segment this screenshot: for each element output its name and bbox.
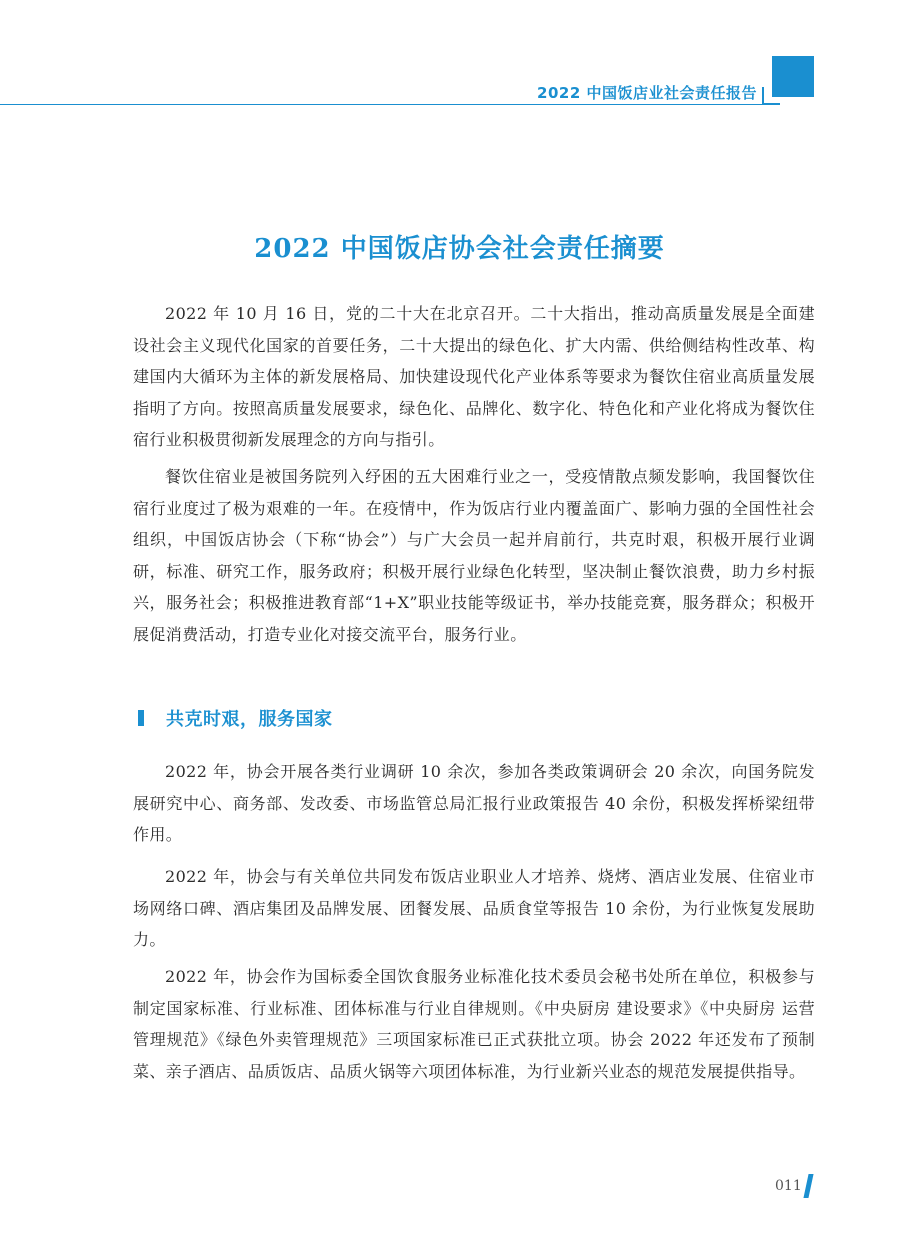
intro-paragraph-2: 餐饮住宿业是被国务院列入纾困的五大困难行业之一，受疫情散点频发影响，我国餐饮住宿行业度过了极为艰难的一年。在疫情中，作为饭店行业内覆盖面广、影响力强的全国性社会组织，中国饭店协会（下称“协会”）与广大会员一起并肩前行，共克时艰，积极开展行业调研，标准、研究工作，服务政府；积极开展行业绿色化转型，坚决制止餐饮浪费，助力乡村振兴，服务社会；积极推进教育部“1+X”职业技能等级证书，举办技能竞赛，服务群众；积极开展促消费活动，打造专业化对接交流平台，服务行业。 xyxy=(133,467,815,644)
header-rule xyxy=(0,104,770,105)
header-corner-bracket xyxy=(762,87,780,105)
section-bar-icon xyxy=(138,710,144,726)
section-heading xyxy=(138,705,333,731)
intro-paragraph-1: 2022 年 10 月 16 日，党的二十大在北京召开。二十大指出，推动高质量发展是全面建设社会主义现代化国家的首要任务，二十大提出的绿色化、扩大内需、供给侧结构性改革、构建国内大循环为主体的新发展格局、加快建设现代化产业体系等要求为餐饮住宿业高质量发展指明了方向。按照高质量发展要求，绿色化、品牌化、数字化、特色化和产业化将成为餐饮住宿行业积极贯彻新发展理念的方向与指引。 xyxy=(133,304,815,449)
page-title: 2022 中国饭店协会社会责任摘要 xyxy=(254,234,665,264)
section-paragraph-3: 2022 年，协会作为国标委全国饮食服务业标准化技术委员会秘书处所在单位，积极参与制定国家标准、行业标准、团体标准与行业自律规则。《中央厨房 建设要求》《中央厨房 运营管理规范》《绿色外卖管理规范》三项国家标准已正式获批立项。协会 2022 年还发布了预制菜、亲子酒店、品质饭店、品质火锅等六项团体标准，为行业新兴业态的规范发展提供指导。 xyxy=(133,967,815,1081)
section-paragraph-2: 2022 年，协会与有关单位共同发布饭店业职业人才培养、烧烤、酒店业发展、住宿业市场网络口碑、酒店集团及品牌发展、团餐发展、品质食堂等报告 10 余份，为行业恢复发展助力。 xyxy=(133,867,815,949)
section-title: 共克时艰，服务国家 xyxy=(166,709,333,730)
report-header-title: 2022 中国饭店业社会责任报告 xyxy=(537,84,757,102)
page-number-slash-icon xyxy=(803,1174,813,1198)
section-paragraph-1: 2022 年，协会开展各类行业调研 10 余次，参加各类政策调研会 20 余次，向国务院发展研究中心、商务部、发改委、市场监管总局汇报行业政策报告 40 余份，积极发挥桥梁纽带作用。 xyxy=(133,762,815,844)
page-number: 011 xyxy=(775,1178,802,1194)
